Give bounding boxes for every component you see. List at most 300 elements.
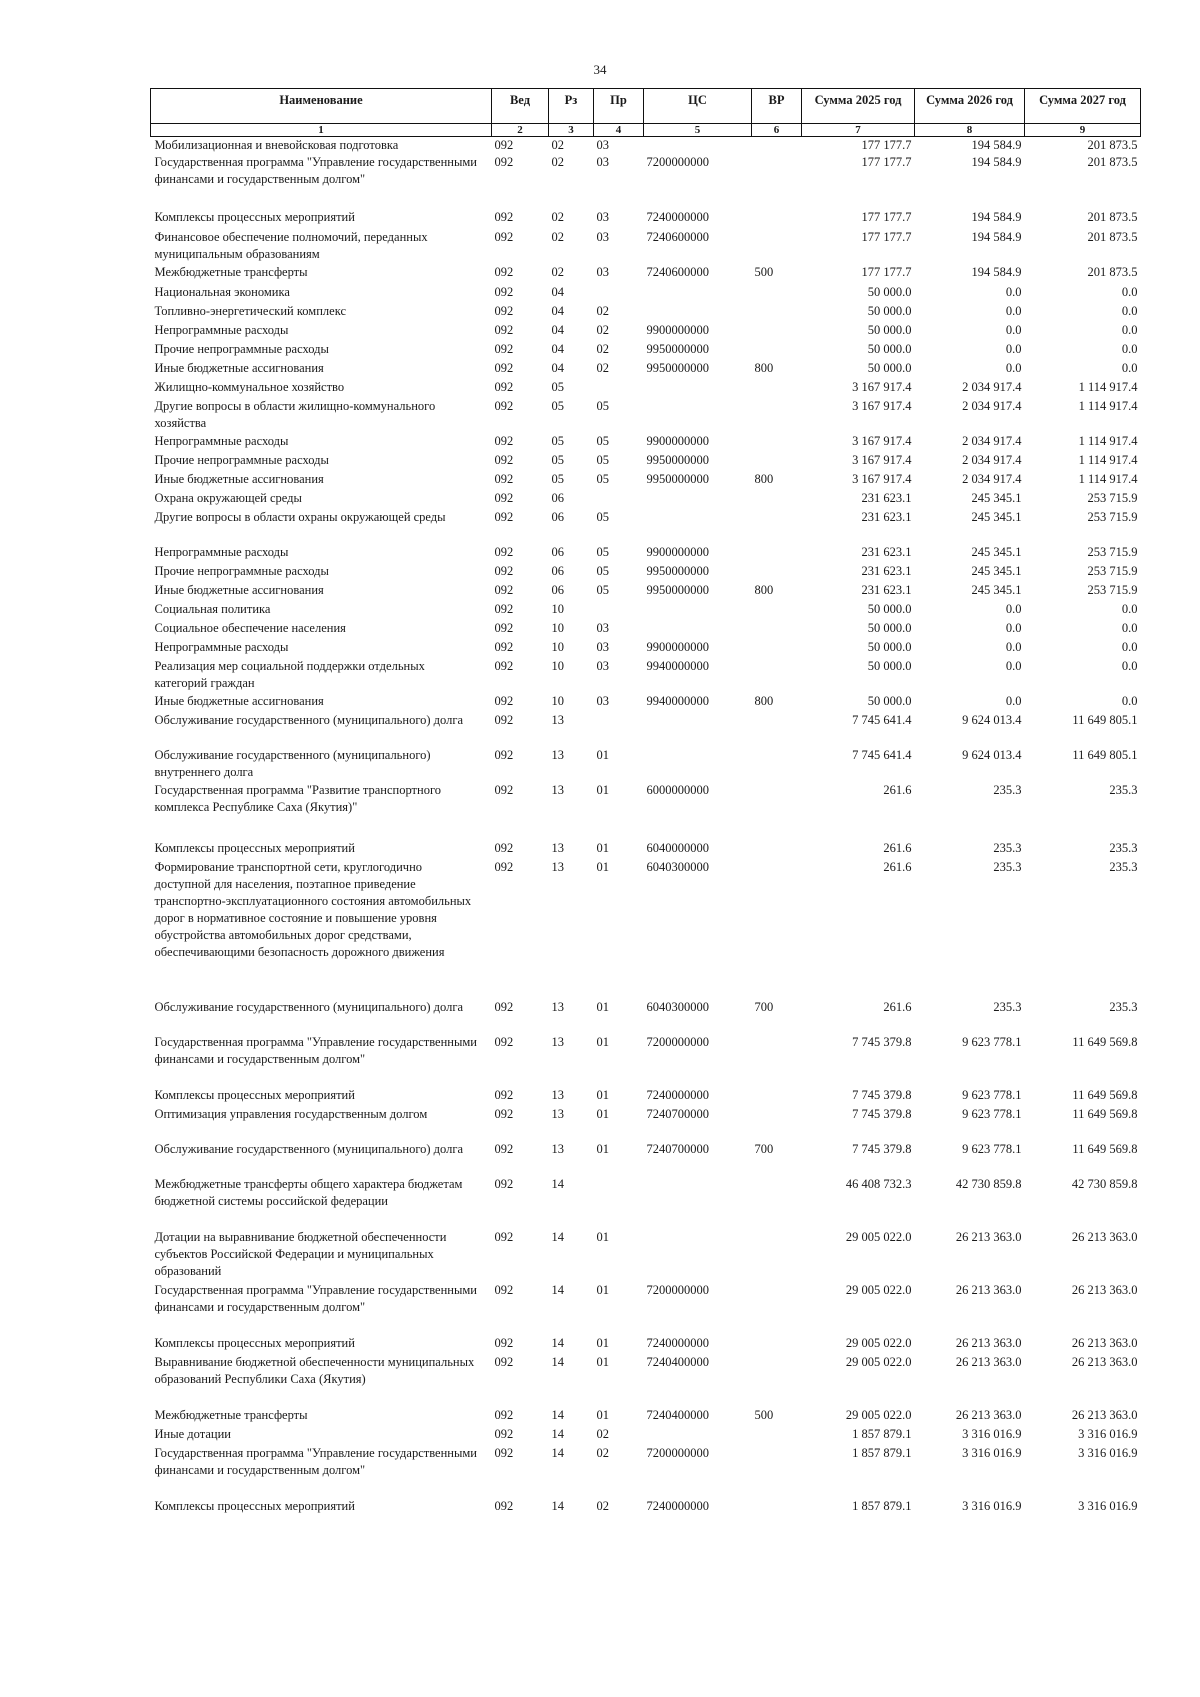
cell-sum-2025: 50 000.0 — [867, 694, 912, 708]
cell-ved: 092 — [494, 1427, 514, 1441]
cell-ved: 092 — [494, 434, 514, 448]
cell-cs — [644, 747, 752, 782]
cell-vr — [752, 658, 802, 693]
table-row — [151, 1229, 1141, 1282]
cell-sum-2026: 3 316 016.9 — [962, 1446, 1022, 1460]
cell-sum-2027: 201 873.5 — [1087, 155, 1138, 169]
cell-name: Иные бюджетные ассигнования — [154, 694, 324, 708]
cell-cs: 7200000000 — [646, 1283, 709, 1297]
cell-sum-2027: 0.0 — [1121, 694, 1138, 708]
cell-vr — [752, 303, 802, 322]
cell-vr — [752, 452, 802, 471]
cell-name: Прочие непрограммные расходы — [154, 564, 329, 578]
cell-name: Непрограммные расходы — [154, 640, 289, 654]
table-row — [151, 620, 1141, 639]
cell-sum-2026: 26 213 363.0 — [955, 1230, 1022, 1244]
cell-sum-2025: 50 000.0 — [867, 285, 912, 299]
table-row — [151, 1087, 1141, 1106]
cell-sum-2025: 231 623.1 — [861, 491, 912, 505]
cell-sum-2027: 11 649 805.1 — [1072, 713, 1138, 727]
cell-cs: 6000000000 — [646, 783, 709, 797]
col-number: 8 — [915, 124, 1025, 137]
cell-sum-2026: 26 213 363.0 — [955, 1408, 1022, 1422]
cell-sum-2025: 231 623.1 — [861, 583, 912, 597]
cell-ved: 092 — [494, 1035, 514, 1049]
cell-rz: 10 — [551, 621, 564, 635]
cell-cs: 9950000000 — [646, 564, 709, 578]
cell-name: Комплексы процессных мероприятий — [154, 1336, 355, 1350]
cell-sum-2025: 261.6 — [883, 783, 912, 797]
cell-vr — [752, 1106, 802, 1141]
cell-sum-2027: 235.3 — [1109, 841, 1138, 855]
cell-rz: 14 — [551, 1446, 564, 1460]
cell-name: Обслуживание государственного (муниципального) долга — [154, 713, 464, 727]
cell-name: Формирование транспортной сети, круглогодично доступной для населения, поэтапное приведение транспортно-эксплуатационного состояния автомобильных дорог в нормативное состояние и повышение уровня обустройства автомобильных дорог средствами, обеспечивающими безопасность дорожного движения — [154, 860, 472, 959]
col-header-name: Наименование — [151, 89, 492, 124]
cell-vr: 500 — [754, 265, 774, 279]
cell-vr — [752, 1034, 802, 1087]
cell-sum-2025: 7 745 379.8 — [852, 1088, 912, 1102]
cell-name: Социальная политика — [154, 602, 271, 616]
cell-sum-2026: 245 345.1 — [971, 491, 1022, 505]
table-row — [151, 433, 1141, 452]
cell-ved: 092 — [494, 545, 514, 559]
cell-rz: 10 — [551, 659, 564, 673]
cell-sum-2026: 0.0 — [1005, 342, 1022, 356]
cell-sum-2026: 194 584.9 — [971, 230, 1022, 244]
cell-vr — [752, 137, 802, 155]
cell-pr: 01 — [596, 1355, 609, 1369]
cell-ved: 092 — [494, 1336, 514, 1350]
cell-sum-2025: 3 167 917.4 — [852, 434, 912, 448]
cell-sum-2027: 235.3 — [1109, 783, 1138, 797]
cell-sum-2026: 0.0 — [1005, 621, 1022, 635]
cell-name: Топливно-энергетический комплекс — [154, 304, 346, 318]
cell-sum-2026: 194 584.9 — [971, 138, 1022, 152]
cell-sum-2027: 11 649 569.8 — [1072, 1088, 1138, 1102]
cell-pr: 02 — [596, 1446, 609, 1460]
cell-pr — [594, 1176, 644, 1229]
cell-sum-2027: 3 316 016.9 — [1078, 1446, 1138, 1460]
cell-sum-2025: 29 005 022.0 — [845, 1336, 912, 1350]
cell-rz: 02 — [551, 230, 564, 244]
cell-cs: 7240600000 — [646, 230, 709, 244]
cell-sum-2027: 1 114 917.4 — [1078, 472, 1138, 486]
cell-sum-2025: 50 000.0 — [867, 659, 912, 673]
cell-rz: 10 — [551, 602, 564, 616]
cell-pr: 03 — [596, 230, 609, 244]
cell-cs: 9900000000 — [646, 323, 709, 337]
cell-cs — [644, 1426, 752, 1445]
cell-rz: 14 — [551, 1177, 564, 1191]
cell-sum-2025: 1 857 879.1 — [852, 1499, 912, 1513]
cell-rz: 04 — [551, 285, 564, 299]
cell-rz: 02 — [551, 138, 564, 152]
cell-vr: 800 — [754, 694, 774, 708]
cell-sum-2025: 261.6 — [883, 860, 912, 874]
cell-vr — [752, 601, 802, 620]
cell-sum-2026: 2 034 917.4 — [962, 472, 1022, 486]
table-row — [151, 137, 1141, 155]
cell-sum-2026: 26 213 363.0 — [955, 1355, 1022, 1369]
cell-sum-2026: 9 623 778.1 — [962, 1035, 1022, 1049]
cell-ved: 092 — [494, 453, 514, 467]
cell-rz: 13 — [551, 1035, 564, 1049]
cell-name: Иные дотации — [154, 1427, 231, 1441]
cell-ved: 092 — [494, 621, 514, 635]
cell-pr: 05 — [596, 564, 609, 578]
cell-pr: 03 — [596, 659, 609, 673]
cell-rz: 04 — [551, 323, 564, 337]
cell-rz: 14 — [551, 1283, 564, 1297]
cell-vr — [752, 490, 802, 509]
cell-sum-2027: 0.0 — [1121, 304, 1138, 318]
cell-sum-2027: 253 715.9 — [1087, 564, 1138, 578]
cell-sum-2026: 0.0 — [1005, 304, 1022, 318]
cell-vr — [752, 563, 802, 582]
cell-sum-2026: 194 584.9 — [971, 265, 1022, 279]
cell-pr: 05 — [596, 545, 609, 559]
cell-ved: 092 — [494, 583, 514, 597]
cell-pr: 01 — [596, 1408, 609, 1422]
table-row — [151, 341, 1141, 360]
cell-pr: 03 — [596, 640, 609, 654]
cell-pr: 02 — [596, 1427, 609, 1441]
cell-rz: 05 — [551, 472, 564, 486]
cell-rz: 13 — [551, 1088, 564, 1102]
cell-vr — [752, 209, 802, 229]
cell-cs: 9950000000 — [646, 342, 709, 356]
cell-ved: 092 — [494, 1355, 514, 1369]
cell-ved: 092 — [494, 1446, 514, 1460]
cell-pr: 02 — [596, 304, 609, 318]
cell-sum-2027: 235.3 — [1109, 1000, 1138, 1014]
cell-sum-2027: 0.0 — [1121, 602, 1138, 616]
cell-vr — [752, 1498, 802, 1517]
cell-rz: 14 — [551, 1499, 564, 1513]
cell-sum-2025: 3 167 917.4 — [852, 380, 912, 394]
cell-vr — [752, 379, 802, 398]
cell-pr: 01 — [596, 1283, 609, 1297]
col-number: 4 — [594, 124, 644, 137]
cell-vr — [752, 712, 802, 747]
table-row — [151, 509, 1141, 544]
cell-vr — [752, 229, 802, 264]
cell-sum-2025: 177 177.7 — [861, 230, 912, 244]
cell-sum-2026: 235.3 — [993, 783, 1022, 797]
col-number: 5 — [644, 124, 752, 137]
cell-pr — [594, 284, 644, 303]
cell-rz: 04 — [551, 342, 564, 356]
cell-cs: 7240700000 — [646, 1142, 709, 1156]
budget-table — [150, 88, 1141, 1517]
cell-ved: 092 — [494, 841, 514, 855]
cell-name: Государственная программа "Управление государственными финансами и государственным долгом" — [154, 155, 477, 186]
cell-ved: 092 — [494, 564, 514, 578]
cell-vr — [752, 747, 802, 782]
cell-sum-2027: 11 649 569.8 — [1072, 1142, 1138, 1156]
cell-pr: 01 — [596, 748, 609, 762]
page-number: 34 — [593, 62, 607, 77]
cell-sum-2027: 11 649 569.8 — [1072, 1107, 1138, 1121]
cell-sum-2025: 50 000.0 — [867, 342, 912, 356]
cell-sum-2027: 0.0 — [1121, 323, 1138, 337]
table-row — [151, 1445, 1141, 1498]
cell-rz: 06 — [551, 491, 564, 505]
col-header-sum-2025: Сумма 2025 год — [802, 89, 915, 124]
cell-ved: 092 — [494, 783, 514, 797]
col-header-pr: Пр — [594, 89, 644, 124]
cell-sum-2026: 0.0 — [1005, 640, 1022, 654]
cell-vr — [752, 1426, 802, 1445]
cell-sum-2026: 245 345.1 — [971, 545, 1022, 559]
cell-sum-2025: 3 167 917.4 — [852, 399, 912, 413]
cell-sum-2026: 2 034 917.4 — [962, 399, 1022, 413]
table-row — [151, 229, 1141, 264]
col-number: 3 — [549, 124, 594, 137]
cell-vr — [752, 544, 802, 563]
cell-vr — [752, 859, 802, 999]
cell-sum-2025: 177 177.7 — [861, 265, 912, 279]
cell-sum-2026: 235.3 — [993, 841, 1022, 855]
cell-sum-2026: 9 623 778.1 — [962, 1088, 1022, 1102]
cell-sum-2025: 29 005 022.0 — [845, 1408, 912, 1422]
cell-cs: 7200000000 — [646, 155, 709, 169]
cell-ved: 092 — [494, 602, 514, 616]
cell-ved: 092 — [494, 1230, 514, 1244]
cell-name: Дотации на выравнивание бюджетной обеспеченности субъектов Российской Федерации и муниципальных образований — [154, 1230, 447, 1278]
col-header-rz: Рз — [549, 89, 594, 124]
table-row — [151, 154, 1141, 209]
cell-cs — [644, 509, 752, 544]
col-header-ved: Вед — [492, 89, 549, 124]
cell-sum-2027: 0.0 — [1121, 640, 1138, 654]
cell-sum-2026: 9 624 013.4 — [962, 713, 1022, 727]
cell-ved: 092 — [494, 323, 514, 337]
col-header-cs: ЦС — [644, 89, 752, 124]
cell-cs — [644, 601, 752, 620]
cell-cs: 7240400000 — [646, 1355, 709, 1369]
cell-name: Социальное обеспечение населения — [154, 621, 346, 635]
cell-rz: 14 — [551, 1408, 564, 1422]
cell-sum-2027: 1 114 917.4 — [1078, 453, 1138, 467]
cell-pr: 03 — [596, 621, 609, 635]
table-row — [151, 1354, 1141, 1407]
cell-rz: 13 — [551, 748, 564, 762]
cell-cs: 9900000000 — [646, 640, 709, 654]
table-row — [151, 264, 1141, 284]
cell-ved: 092 — [494, 1000, 514, 1014]
cell-ved: 092 — [494, 285, 514, 299]
table-row — [151, 1498, 1141, 1517]
cell-vr — [752, 433, 802, 452]
cell-name: Комплексы процессных мероприятий — [154, 1499, 355, 1513]
cell-rz: 05 — [551, 380, 564, 394]
cell-sum-2027: 253 715.9 — [1087, 491, 1138, 505]
cell-pr: 02 — [596, 361, 609, 375]
cell-sum-2026: 235.3 — [993, 1000, 1022, 1014]
cell-vr — [752, 1087, 802, 1106]
cell-sum-2026: 235.3 — [993, 860, 1022, 874]
cell-cs — [644, 620, 752, 639]
cell-cs: 7200000000 — [646, 1446, 709, 1460]
table-row — [151, 284, 1141, 303]
cell-sum-2026: 0.0 — [1005, 361, 1022, 375]
cell-ved: 092 — [494, 1408, 514, 1422]
cell-pr: 03 — [596, 138, 609, 152]
cell-sum-2026: 245 345.1 — [971, 564, 1022, 578]
cell-ved: 092 — [494, 748, 514, 762]
col-number: 9 — [1025, 124, 1141, 137]
col-number: 7 — [802, 124, 915, 137]
cell-sum-2027: 1 114 917.4 — [1078, 399, 1138, 413]
cell-sum-2027: 1 114 917.4 — [1078, 434, 1138, 448]
table-row — [151, 452, 1141, 471]
cell-pr: 03 — [596, 694, 609, 708]
cell-pr: 01 — [596, 860, 609, 874]
cell-sum-2027: 3 316 016.9 — [1078, 1427, 1138, 1441]
cell-sum-2026: 9 624 013.4 — [962, 748, 1022, 762]
cell-ved: 092 — [494, 361, 514, 375]
table-row — [151, 859, 1141, 999]
table-row — [151, 1335, 1141, 1354]
cell-cs: 9900000000 — [646, 434, 709, 448]
cell-sum-2025: 3 167 917.4 — [852, 472, 912, 486]
cell-rz: 10 — [551, 640, 564, 654]
table-row — [151, 747, 1141, 782]
cell-rz: 05 — [551, 434, 564, 448]
cell-sum-2026: 0.0 — [1005, 285, 1022, 299]
cell-sum-2026: 0.0 — [1005, 602, 1022, 616]
cell-sum-2025: 50 000.0 — [867, 323, 912, 337]
cell-pr: 05 — [596, 434, 609, 448]
cell-sum-2027: 3 316 016.9 — [1078, 1499, 1138, 1513]
cell-cs: 6040300000 — [646, 1000, 709, 1014]
cell-vr — [752, 284, 802, 303]
cell-sum-2025: 261.6 — [883, 1000, 912, 1014]
cell-sum-2025: 50 000.0 — [867, 304, 912, 318]
cell-ved: 092 — [494, 640, 514, 654]
cell-name: Комплексы процессных мероприятий — [154, 210, 355, 224]
cell-sum-2025: 177 177.7 — [861, 155, 912, 169]
cell-ved: 092 — [494, 860, 514, 874]
cell-vr — [752, 782, 802, 840]
cell-pr: 01 — [596, 841, 609, 855]
cell-pr: 01 — [596, 783, 609, 797]
cell-cs — [644, 1176, 752, 1229]
cell-cs: 9950000000 — [646, 583, 709, 597]
cell-vr — [752, 1335, 802, 1354]
table-row — [151, 209, 1141, 229]
cell-name: Комплексы процессных мероприятий — [154, 1088, 355, 1102]
cell-sum-2025: 231 623.1 — [861, 545, 912, 559]
table-row — [151, 712, 1141, 747]
cell-rz: 05 — [551, 399, 564, 413]
cell-cs — [644, 1229, 752, 1282]
cell-name: Обслуживание государственного (муниципального) долга — [154, 1000, 464, 1014]
cell-vr — [752, 509, 802, 544]
table-row — [151, 1141, 1141, 1176]
cell-pr: 01 — [596, 1035, 609, 1049]
cell-sum-2025: 1 857 879.1 — [852, 1427, 912, 1441]
cell-rz: 04 — [551, 361, 564, 375]
cell-name: Реализация мер социальной поддержки отдельных категорий граждан — [154, 659, 425, 690]
cell-rz: 06 — [551, 583, 564, 597]
cell-cs: 9940000000 — [646, 694, 709, 708]
cell-sum-2025: 3 167 917.4 — [852, 453, 912, 467]
header-numbers-row — [151, 124, 1141, 137]
cell-cs: 9900000000 — [646, 545, 709, 559]
cell-sum-2026: 0.0 — [1005, 659, 1022, 673]
cell-name: Межбюджетные трансферты общего характера бюджетам бюджетной системы российской федерации — [154, 1177, 463, 1208]
cell-sum-2027: 42 730 859.8 — [1071, 1177, 1138, 1191]
col-number: 2 — [492, 124, 549, 137]
cell-sum-2027: 0.0 — [1121, 342, 1138, 356]
cell-sum-2027: 0.0 — [1121, 361, 1138, 375]
cell-ved: 092 — [494, 210, 514, 224]
cell-vr: 500 — [754, 1408, 774, 1422]
cell-pr: 03 — [596, 265, 609, 279]
cell-sum-2025: 29 005 022.0 — [845, 1230, 912, 1244]
cell-cs: 7240000000 — [646, 210, 709, 224]
cell-pr — [594, 379, 644, 398]
cell-ved: 092 — [494, 491, 514, 505]
cell-cs — [644, 284, 752, 303]
cell-vr — [752, 840, 802, 859]
cell-ved: 092 — [494, 1177, 514, 1191]
cell-ved: 092 — [494, 155, 514, 169]
cell-rz: 02 — [551, 155, 564, 169]
cell-cs: 6040300000 — [646, 860, 709, 874]
cell-sum-2026: 3 316 016.9 — [962, 1499, 1022, 1513]
cell-sum-2027: 253 715.9 — [1087, 545, 1138, 559]
table-row — [151, 1034, 1141, 1087]
cell-sum-2027: 26 213 363.0 — [1071, 1336, 1138, 1350]
cell-rz: 13 — [551, 1107, 564, 1121]
cell-sum-2026: 9 623 778.1 — [962, 1142, 1022, 1156]
cell-sum-2027: 235.3 — [1109, 860, 1138, 874]
cell-pr: 01 — [596, 1230, 609, 1244]
cell-sum-2025: 7 745 641.4 — [852, 748, 912, 762]
cell-name: Мобилизационная и вневойсковая подготовка — [154, 138, 399, 152]
cell-sum-2027: 26 213 363.0 — [1071, 1283, 1138, 1297]
cell-name: Обслуживание государственного (муниципального) внутреннего долга — [154, 748, 431, 779]
cell-name: Финансовое обеспечение полномочий, переданных муниципальным образованиям — [154, 230, 428, 261]
cell-sum-2025: 261.6 — [883, 841, 912, 855]
cell-ved: 092 — [494, 1499, 514, 1513]
cell-rz: 02 — [551, 210, 564, 224]
cell-ved: 092 — [494, 1107, 514, 1121]
cell-sum-2027: 201 873.5 — [1087, 138, 1138, 152]
table-row — [151, 840, 1141, 859]
cell-rz: 04 — [551, 304, 564, 318]
cell-name: Межбюджетные трансферты — [154, 1408, 308, 1422]
cell-pr: 01 — [596, 1107, 609, 1121]
cell-rz: 14 — [551, 1230, 564, 1244]
cell-rz: 02 — [551, 265, 564, 279]
cell-rz: 13 — [551, 783, 564, 797]
cell-rz: 06 — [551, 545, 564, 559]
cell-rz: 13 — [551, 713, 564, 727]
col-number: 1 — [151, 124, 492, 137]
table-row — [151, 658, 1141, 693]
cell-cs: 7240600000 — [646, 265, 709, 279]
cell-cs — [644, 490, 752, 509]
cell-ved: 092 — [494, 472, 514, 486]
cell-name: Выравнивание бюджетной обеспеченности муниципальных образований Республики Саха (Якутия) — [154, 1355, 475, 1386]
cell-pr — [594, 490, 644, 509]
col-number: 6 — [752, 124, 802, 137]
